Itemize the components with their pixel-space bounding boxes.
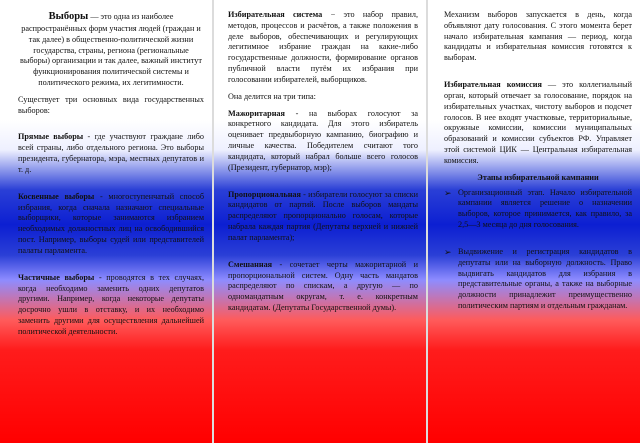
indirect-elections-text: - многоступенчатый способ избрания, когда сначала назначают специальные выборщики, которые занимаются избранием необходимых должностных лиц на освободившийся пост. Например, выборы судей или представителей палаты парламента. xyxy=(18,191,204,255)
indirect-elections-paragraph xyxy=(18,192,204,257)
stage-text: Организационный этап. Начало избирательной кампании является решение о назначении выборов, которое принимается, как правило, за 2,5—3 месяца до дня голосования. xyxy=(458,187,632,230)
direct-elections-text: - где участвуют граждане либо всей страны, либо отдельного региона. Это выборы президента, губернатора, мэра, местных депутатов и т. д. xyxy=(18,132,204,174)
direct-elections-term: Прямые выборы xyxy=(18,132,84,142)
majoritarian-text: - на выборах голосуют за конкретного кандидата. Для этого избиратель оценивает предвыборную кампанию, биографию и личные качества. Победителем считают того кандидата, который набрал больше всего голосов (Президент, губернатор, мэр); xyxy=(228,108,418,172)
mixed-paragraph xyxy=(228,260,418,314)
partial-elections-text: - проводятся в тех случаях, когда необходимо заменить одних депутатов другими. Например, когда некоторые депутаты досрочно ушли в отставку, и их необходимо заменить другими для осуществления дальнейшей политической деятельности. xyxy=(18,272,204,336)
column-electoral-system xyxy=(214,0,426,443)
stage-item xyxy=(444,188,632,231)
intro-text: — это одна из наиболее распространённых форм участия людей (граждан и так далее) в общественно-политической жизни государства, страны, региона (региональные выборы) организации и так далее, важный институт функционирования политической системы и политического режима, их легитимности. xyxy=(20,12,202,87)
partial-elections-paragraph xyxy=(18,273,204,338)
arrow-bullet-icon: ➢ xyxy=(444,187,452,198)
column-campaign xyxy=(428,0,640,443)
direct-elections-paragraph xyxy=(18,132,204,175)
column-elections xyxy=(0,0,212,443)
system-term: Избирательная система xyxy=(228,10,323,19)
system-text: − это набор правил, методов, процессов и расчётов, а также положения в деле выборов, обеспечивающих и регулирующих легитимное избрание граждан на какие-либо государственные должности, формирование органов публичной власти путём их избрания при голосовании избирателей, выборщиков. xyxy=(228,10,418,84)
majoritarian-paragraph xyxy=(228,109,418,174)
partial-elections-term: Частичные выборы xyxy=(18,272,95,282)
division-text: Она делится на три типа: xyxy=(228,91,316,101)
majoritarian-term: Мажоритарная xyxy=(228,108,285,118)
mixed-text: - сочетает черты мажоритарной и пропорциональной систем. Одну часть мандатов распределяют по спискам, а другую — по одномандатным округам, т. е. конкретным кандидатам. (Депутаты Государственной думы). xyxy=(228,259,418,313)
types-intro: Существует три основных вида государственных выборов: xyxy=(18,94,204,115)
stages-heading: Этапы избирательной кампании xyxy=(477,172,599,182)
stage-item xyxy=(444,247,632,312)
proportional-paragraph xyxy=(228,190,418,244)
stage-text: Выдвижение и регистрация кандидатов в депутаты или на выборную должность. Право выдвигать кандидатов для избрания в представительные органы, а также на выборные должности принадлежит преимущественно политическим партиям и отдельным гражданам. xyxy=(458,246,632,311)
intro-term: Выборы xyxy=(48,11,89,22)
proportional-text: - избиратели голосуют за списки кандидатов от партий. После выборов мандаты распределяют пропорционально голосам, которые набрала каждая партия (Депутаты верхней и нижней палат парламента); xyxy=(228,189,418,242)
commission-paragraph xyxy=(444,80,632,167)
proportional-term: Пропорциональная xyxy=(228,189,301,199)
mechanism-paragraph: Механизм выборов запускается в день, когда объявляют дату голосования. С этого момента берет начало избирательная кампания — период, когда кандидаты и избирательная комиссия готовятся к выборам. xyxy=(444,10,632,63)
intro-paragraph xyxy=(18,10,204,89)
mixed-term: Смешанная xyxy=(228,259,273,269)
arrow-bullet-icon: ➢ xyxy=(444,246,452,257)
system-paragraph xyxy=(228,10,418,86)
commission-text: — это коллегиальный орган, который отвечает за голосование, порядок на избирательных участках, чистоту выборов и подсчет голосов. В нее входят участковые, территориальные, окружные комиссии, комиссии муниципальных образований и комиссии субъектов РФ. Управляет этой системой ЦИК — Центральная избирательная комиссия. xyxy=(444,80,632,165)
commission-term: Избирательная комиссия xyxy=(444,80,542,90)
indirect-elections-term: Косвенные выборы xyxy=(18,191,95,201)
